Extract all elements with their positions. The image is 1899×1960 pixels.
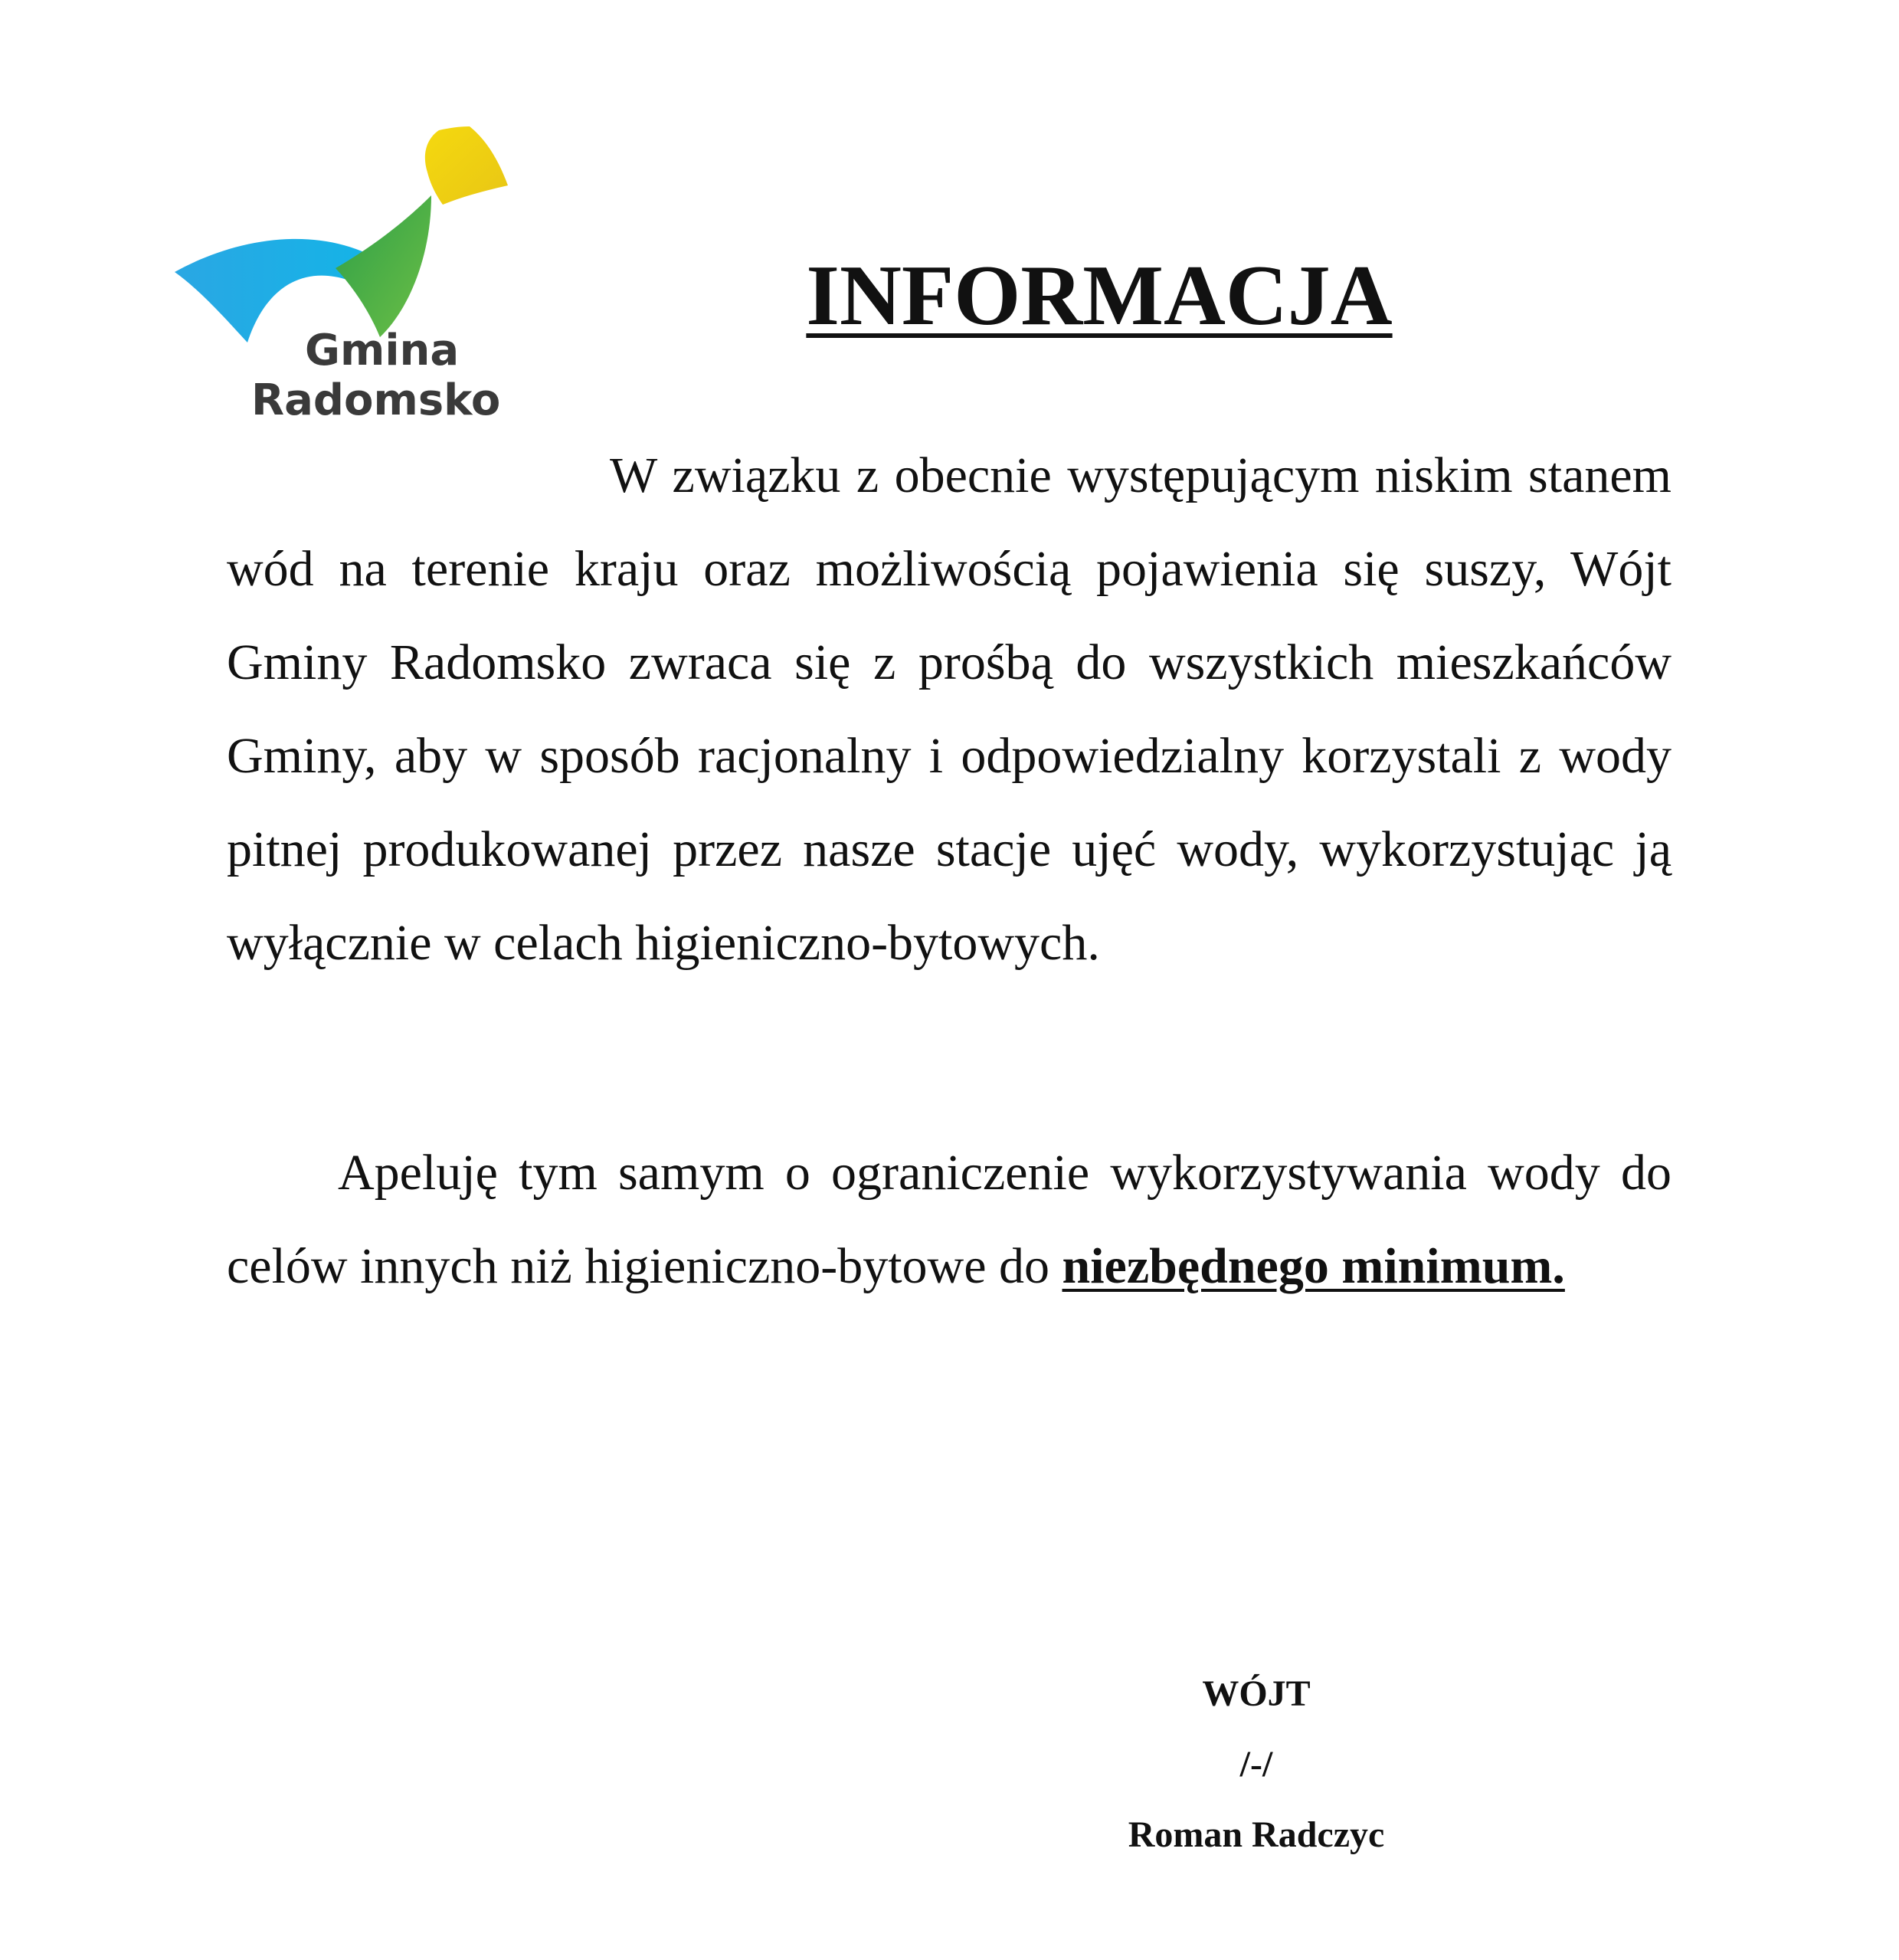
logo-text-gmina: Gmina	[305, 326, 460, 375]
paragraph-2-emphasis: niezbędnego minimum.	[1062, 1238, 1565, 1294]
page-title: INFORMACJA	[806, 248, 1393, 343]
paragraph-2	[227, 1126, 1671, 1313]
gmina-radomsko-logo	[175, 126, 527, 433]
signature-mark: /-/	[1239, 1744, 1273, 1785]
logo-text-radomsko: Radomsko	[251, 375, 501, 425]
signature-block	[1103, 1659, 1410, 1870]
paragraph-2-text: Apeluję tym samym o ograniczenie wykorzystywania wody do celów innych niż higieniczno-bytowe do	[227, 1145, 1671, 1294]
signature-name: Roman Radczyc	[1128, 1814, 1385, 1855]
signature-role: WÓJT	[1202, 1673, 1311, 1714]
paragraph-1: W związku z obecnie występującym niskim stanem wód na terenie kraju oraz możliwością pojawienia się suszy, Wójt Gminy Radomsko zwraca się z prośbą do wszystkich mieszkańców Gminy, aby w sposób racjonalny i odpowiedzialny korzystali z wody pitnej produkowanej przez nasze stacje ujęć wody, wykorzystując ją wyłącznie w celach higieniczno-bytowych.	[227, 447, 1671, 971]
